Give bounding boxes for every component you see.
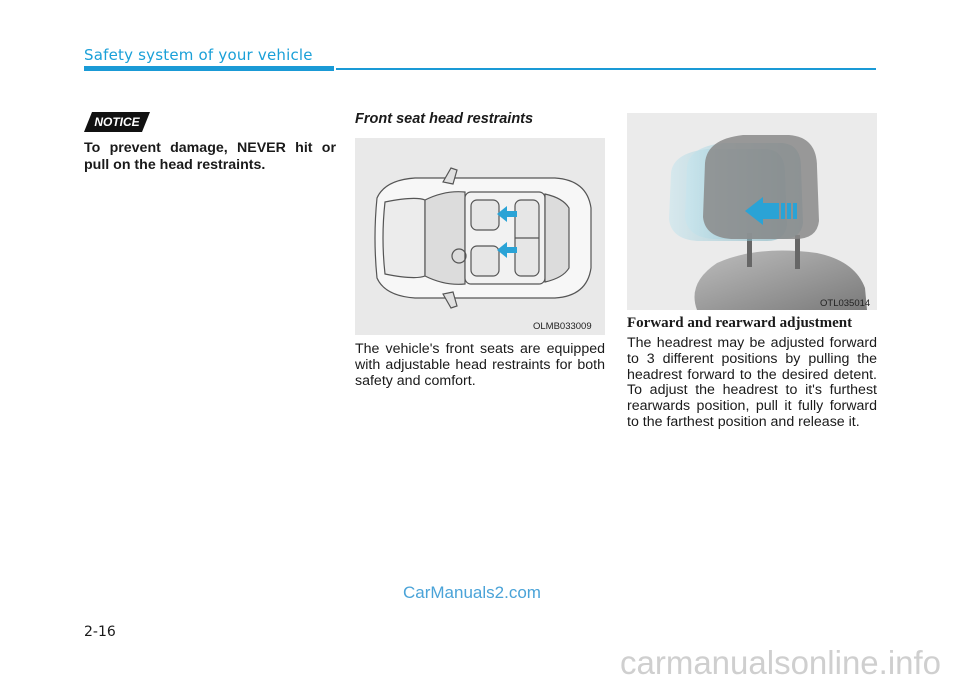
- watermark-link[interactable]: CarManuals2.com: [403, 583, 541, 602]
- notice-badge: [84, 112, 150, 132]
- page-number: 2-16: [84, 624, 116, 640]
- footer-site-link[interactable]: carmanualsonline.info: [620, 644, 942, 681]
- adjustment-heading: Forward and rearward adjustment: [627, 315, 853, 331]
- section-title: Safety system of your vehicle: [84, 46, 313, 64]
- car-top-view-figure: [355, 138, 605, 335]
- notice-text: To prevent damage, NEVER hit or pull on the head restraints.: [84, 140, 336, 173]
- figure-code: OTL035014: [820, 298, 871, 309]
- notice-label: NOTICE: [94, 115, 140, 129]
- figure-code: OLMB033009: [533, 321, 592, 332]
- headrest-figure: [627, 113, 877, 310]
- header-rule: [336, 68, 876, 70]
- front-seat-body: The vehicle's front seats are equipped with adjustable head restraints for both safety and comfort.: [355, 341, 605, 389]
- front-seat-heading: Front seat head restraints: [355, 111, 534, 127]
- adjustment-body: The headrest may be adjusted forward to 3 different positions by pulling the headrest forward to the desired detent. To adjust the headrest to it's furthest rearwards position, pull it fully forward to the farthest position and release it.: [627, 335, 877, 430]
- header-bar: [84, 66, 334, 71]
